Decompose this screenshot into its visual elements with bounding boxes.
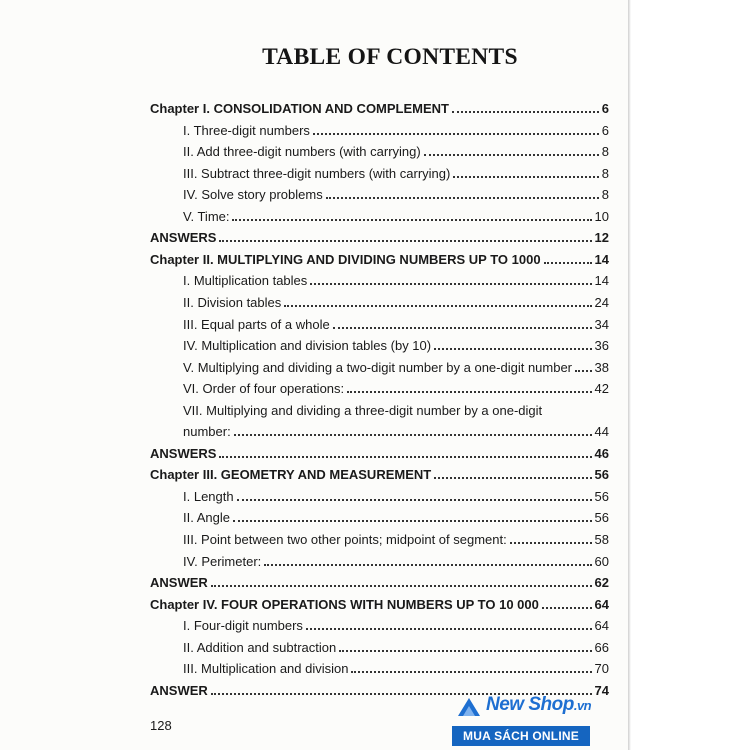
toc-entry [150, 592, 609, 612]
toc-entry-page: 60 [594, 553, 609, 569]
toc-entry [183, 376, 609, 396]
toc-entry-text: I. Three-digit numbers [183, 122, 310, 138]
page-title: TABLE OF CONTENTS [262, 44, 518, 70]
toc-entry-page: 66 [594, 639, 609, 655]
toc-leader-dots [284, 305, 591, 307]
toc-entry-page: 56 [594, 510, 609, 526]
toc-leader-dots [424, 154, 599, 156]
toc-entry [150, 225, 609, 245]
toc-entry-text: ANSWER [150, 575, 208, 591]
toc-entry-text: I. Multiplication tables [183, 273, 308, 289]
toc-leader-dots [232, 219, 591, 221]
toc-entry-page: 42 [594, 381, 609, 397]
toc-entry-text: III. Point between two other points; midpoint of segment: [183, 532, 507, 547]
toc-entry [150, 96, 609, 116]
toc-entry-text: III. Subtract three-digit numbers (with carrying) [183, 165, 451, 181]
toc-entry-page: 58 [594, 532, 609, 547]
toc-entry-page: 12 [594, 230, 609, 246]
toc-entry [183, 613, 609, 633]
shop-brand [486, 694, 591, 716]
toc-entry-text: II. Angle [183, 510, 230, 526]
toc-entry-page: 38 [594, 359, 609, 375]
toc-entry [183, 635, 609, 655]
toc-leader-dots [351, 671, 591, 673]
toc-entry-page: 36 [594, 338, 609, 354]
shop-brand-domain: .vn [573, 698, 592, 713]
toc-entry-page: 8 [601, 144, 609, 160]
toc-entry-text: Chapter I. CONSOLIDATION AND COMPLEMENT [150, 101, 449, 116]
toc-entry [183, 204, 609, 224]
toc-entry-page: 46 [594, 445, 609, 461]
toc-entry [150, 462, 609, 482]
bookshop-logo-icon [456, 694, 482, 720]
toc-entry-text: II. Addition and subtraction [183, 639, 337, 655]
toc-leader-dots [333, 327, 592, 329]
page-number: 128 [150, 718, 172, 733]
toc-entry-page: 24 [594, 294, 609, 310]
toc-entry-page: 70 [594, 661, 609, 677]
toc-entry-text: V. Time: [183, 208, 230, 224]
toc-entry-page: 10 [594, 208, 609, 224]
toc-leader-dots [326, 197, 599, 199]
page-gutter-shadow [628, 0, 631, 750]
toc-leader-dots [313, 133, 599, 135]
toc-entry [183, 656, 609, 676]
toc-entry [183, 484, 609, 504]
toc-entry [150, 441, 609, 461]
toc-entry-page: 44 [594, 424, 609, 440]
toc-leader-dots [306, 628, 592, 630]
toc-entry-text: I. Length [183, 488, 234, 504]
toc-entry-page: 64 [594, 618, 609, 634]
toc-entry-page: 62 [594, 575, 609, 591]
toc-entry [183, 419, 609, 439]
toc-entry-text: ANSWERS [150, 445, 217, 461]
toc-entry-text: Chapter IV. FOUR OPERATIONS WITH NUMBERS UP TO 10 000 [150, 596, 539, 612]
toc-entry-text: IV. Perimeter: [183, 553, 262, 569]
toc-entry-page: 56 [594, 467, 609, 483]
toc-entry [183, 290, 609, 310]
toc-entry [183, 139, 609, 159]
toc-entry [183, 312, 609, 332]
toc-entry-page: 14 [594, 273, 609, 289]
toc-entry-page: 8 [601, 165, 609, 181]
shop-banner: MUA SÁCH ONLINE [452, 726, 590, 746]
toc-entry [150, 570, 609, 590]
toc-entry [183, 505, 609, 525]
toc-entry [183, 268, 609, 288]
toc-leader-dots [453, 176, 598, 178]
toc-entry [150, 247, 609, 267]
toc-entry [183, 118, 609, 138]
toc-leader-dots [234, 434, 592, 436]
toc-leader-dots [237, 499, 592, 501]
toc-entry-text: Chapter III. GEOMETRY AND MEASUREMENT [150, 467, 432, 483]
toc-entry-text: III. Multiplication and division [183, 661, 349, 677]
toc-entry-page: 64 [594, 596, 609, 612]
toc-leader-dots [219, 456, 591, 458]
toc-leader-dots [339, 650, 591, 652]
toc-leader-dots [219, 240, 591, 242]
toc-leader-dots [510, 542, 592, 544]
toc-entry-page: 74 [594, 682, 609, 698]
toc-leader-dots [434, 348, 591, 350]
toc-leader-dots [575, 370, 592, 372]
toc-entry [183, 527, 609, 547]
toc-leader-dots [310, 283, 591, 285]
toc-leader-dots [544, 262, 592, 264]
toc-leader-dots [233, 520, 592, 522]
toc-entry [183, 355, 609, 375]
toc-entry-text: III. Equal parts of a whole [183, 316, 330, 332]
toc-entry-page: 6 [601, 122, 609, 138]
toc-entry [183, 182, 609, 202]
toc-leader-dots [434, 477, 591, 479]
toc-entry-text: ANSWER [150, 682, 208, 698]
toc-entry-text: II. Division tables [183, 294, 282, 310]
toc-entry-page: 34 [594, 316, 609, 332]
toc-entry-text: number: [183, 424, 231, 440]
toc-entry-text: ANSWERS [150, 230, 217, 246]
toc-entry [183, 333, 609, 353]
toc-entry-text: IV. Multiplication and division tables (by 10) [183, 338, 432, 354]
toc-entry-text-line1: VII. Multiplying and dividing a three-digit number by a one-digit [183, 402, 543, 418]
toc-leader-dots [264, 564, 591, 566]
shop-watermark [452, 686, 592, 750]
toc-entry-page: 8 [601, 187, 609, 203]
toc-entry-text: II. Add three-digit numbers (with carrying) [183, 144, 421, 160]
toc-entry-text: V. Multiplying and dividing a two-digit number by a one-digit number [183, 359, 573, 375]
toc-entry-text: VI. Order of four operations: [183, 381, 345, 397]
toc-entry-page: 14 [594, 251, 609, 267]
toc-entry-text: Chapter II. MULTIPLYING AND DIVIDING NUMBERS UP TO 1000 [150, 251, 541, 267]
toc-leader-dots [452, 111, 599, 113]
toc-entry-page: 56 [594, 488, 609, 504]
toc-entry [183, 549, 609, 569]
toc-entry-text: IV. Solve story problems [183, 187, 323, 203]
shop-brand-name: New Shop [486, 694, 574, 715]
toc-leader-dots [211, 585, 592, 587]
toc-entry-page: 6 [601, 101, 609, 116]
toc-entry-text: I. Four-digit numbers [183, 618, 303, 634]
toc-entry [183, 161, 609, 181]
toc-leader-dots [542, 607, 592, 609]
toc-leader-dots [347, 391, 591, 393]
